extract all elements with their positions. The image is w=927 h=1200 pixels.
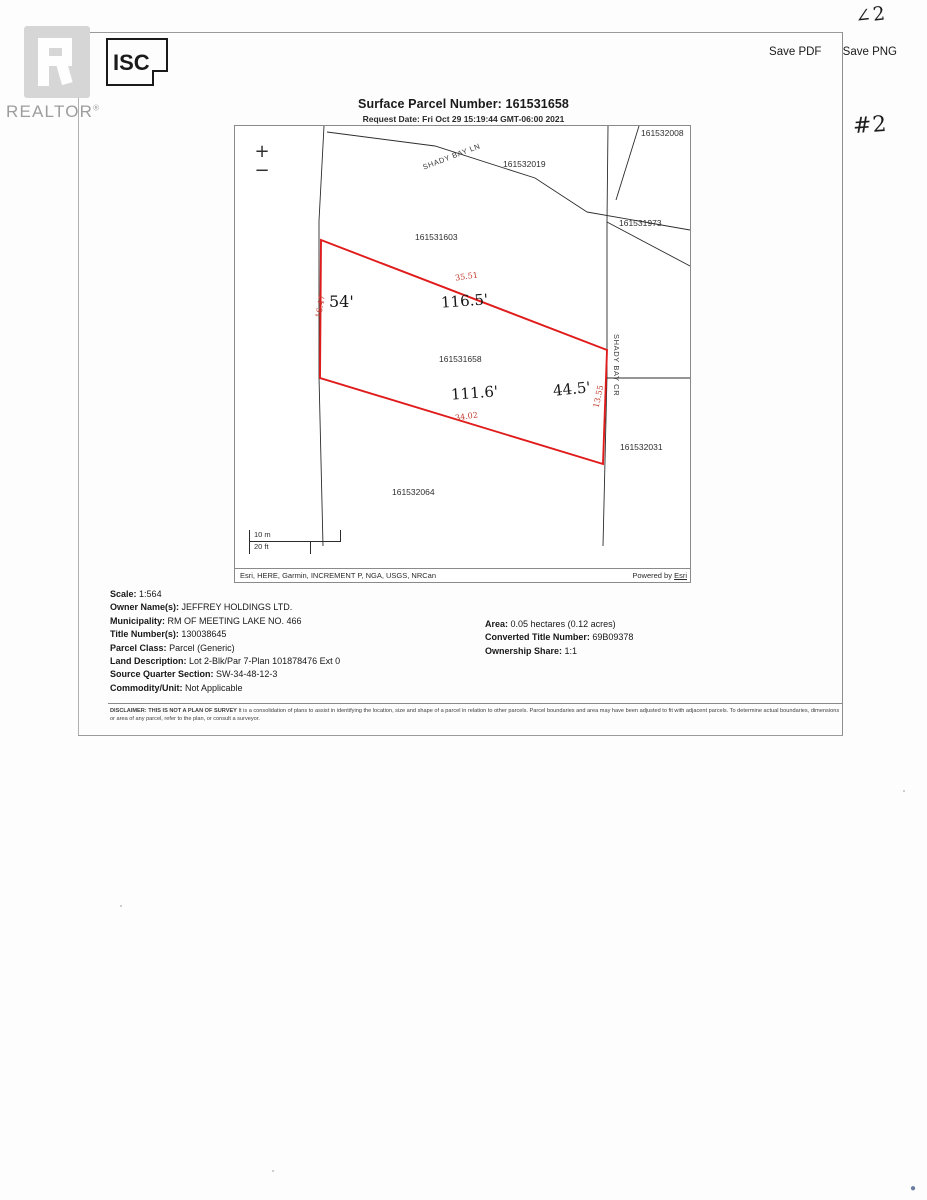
handwritten-dimension-44-5ft: 44.5' [552, 378, 592, 400]
detail-label-parcel-class: Parcel Class: [110, 642, 167, 653]
detail-value-land-description: Lot 2-Blk/Par 7-Plan 101878476 Ext 0 [189, 656, 341, 667]
request-date: Request Date: Fri Oct 29 15:19:44 GMT-06:00 2021 [362, 114, 565, 124]
parcel-label-161532008: 161532008 [641, 128, 684, 138]
handwritten-dimension-116-5ft: 116.5' [440, 290, 489, 312]
detail-value-converted-title: 69B09378 [592, 632, 634, 643]
detail-value-commodity: Not Applicable [185, 682, 243, 693]
detail-label-ownership-share: Ownership Share: [485, 645, 563, 656]
detail-row-scale [110, 588, 840, 601]
detail-label-quarter-section: Source Quarter Section: [110, 669, 214, 680]
map-zoom-controls[interactable] [253, 142, 271, 180]
detail-value-ownership-share: 1:1 [564, 645, 578, 656]
parcel-details-left [110, 588, 840, 695]
detail-value-owner: JEFFREY HOLDINGS LTD. [181, 602, 293, 613]
detail-value-scale: 1:564 [139, 589, 162, 599]
detail-row-owner [110, 601, 840, 614]
detail-row-parcel-class [110, 642, 840, 655]
handwritten-dimension-111-6ft: 111.6' [450, 382, 499, 404]
map-scale-bar [249, 530, 341, 554]
handwritten-dimension-54ft: 54' [329, 292, 354, 311]
scale-bar-imperial-label: 20 ft [254, 542, 269, 551]
map-data-sources: Esri, HERE, Garmin, INCREMENT P, NGA, USGS, NRCan [240, 571, 437, 580]
detail-label-converted-title: Converted Title Number: [485, 632, 590, 643]
page-edge-top [68, 32, 843, 33]
scale-bar-imperial [249, 542, 311, 554]
detail-row-ownership-share [485, 645, 633, 658]
detail-row-land-description [110, 655, 840, 668]
parcel-label-161531658: 161531658 [439, 354, 482, 364]
detail-row-commodity [110, 682, 840, 695]
scale-bar-metric [249, 530, 341, 542]
road-label-shady-bay-cr: SHADY BAY CR [612, 334, 621, 397]
survey-dimension-16-47: 16.47 [314, 294, 327, 319]
detail-label-land-description: Land Description: [110, 656, 187, 667]
scale-bar-metric-label: 10 m [254, 530, 271, 539]
realtor-r-mark-icon [24, 26, 90, 98]
trademark-symbol: ® [93, 103, 101, 113]
map-attribution [235, 568, 691, 582]
detail-row-quarter-section [110, 668, 840, 681]
handwritten-mark-number: #2 [852, 111, 889, 140]
page-edge-bottom [78, 735, 843, 736]
page-edge-left [78, 44, 79, 735]
disclaimer-divider [108, 703, 843, 704]
save-links-group [751, 46, 897, 58]
parcel-label-161531973: 161531973 [619, 218, 662, 228]
detail-value-municipality: RM OF MEETING LAKE NO. 466 [167, 615, 302, 626]
detail-row-area [485, 618, 633, 631]
detail-value-area: 0.05 hectares (0.12 acres) [510, 619, 616, 629]
scan-speck [120, 905, 122, 907]
realtor-wordmark-text: REALTOR [6, 102, 94, 121]
parcel-details-right [485, 618, 633, 658]
detail-label-area: Area: [485, 619, 509, 629]
detail-label-owner: Owner Name(s): [110, 602, 180, 613]
esri-link[interactable]: Esri [674, 571, 687, 580]
zoom-out-button[interactable]: − [254, 160, 270, 181]
save-pdf-link[interactable]: Save PDF [769, 46, 822, 58]
powered-by-label: Powered by [632, 571, 672, 580]
handwritten-mark-top-right: ∠2 [853, 2, 889, 28]
disclaimer-prefix: DISCLAIMER: THIS IS NOT A PLAN OF SURVEY [110, 708, 237, 714]
survey-dimension-35-51: 35.51 [454, 270, 479, 283]
survey-dimension-13-55: 13.55 [591, 384, 606, 409]
detail-value-title-number: 130038645 [181, 629, 227, 640]
detail-value-quarter-section: SW-34-48-12-3 [216, 669, 278, 680]
detail-row-converted-title [485, 631, 633, 644]
parcel-label-161531603: 161531603 [415, 232, 458, 242]
zoom-in-button[interactable]: + [254, 141, 270, 162]
road-label-shady-bay-ln: SHADY BAY LN [421, 141, 482, 172]
detail-label-commodity: Commodity/Unit: [110, 682, 183, 693]
detail-value-parcel-class: Parcel (Generic) [169, 642, 235, 653]
scan-speck [903, 790, 905, 792]
survey-dimension-34-02: 34.02 [454, 410, 479, 423]
detail-row-municipality [110, 615, 840, 628]
map-powered-by [632, 571, 687, 580]
realtor-logo [6, 24, 110, 128]
isc-logo [106, 38, 168, 86]
page-edge-right [842, 32, 843, 735]
isc-logo-text: ISC [113, 50, 150, 75]
parcel-map[interactable] [234, 125, 691, 583]
detail-label-title-number: Title Number(s): [110, 629, 179, 640]
detail-row-title-number [110, 628, 840, 641]
parcel-label-161532031: 161532031 [620, 442, 663, 452]
scan-speck [272, 1170, 274, 1172]
page-corner-marker-icon: ● [910, 1183, 917, 1194]
page-title: Surface Parcel Number: 161531658 [358, 97, 569, 111]
detail-label-municipality: Municipality: [110, 615, 166, 626]
disclaimer-body: It is a consolidation of plans to assist in identifying the location, size and shape of a parcel in relation to other parcels. Parcel boundaries and area may have been adjusted to fit with adjacent parcels. To determine actual boundaries, dimensions or area of any parcel, refer to the plan, or consult a surveyor. [110, 708, 840, 723]
detail-label-scale: Scale: [110, 589, 137, 599]
isc-logo-notch [152, 70, 168, 86]
parcel-label-161532019: 161532019 [503, 159, 546, 169]
disclaimer-text [110, 707, 843, 723]
save-png-link[interactable]: Save PNG [842, 46, 897, 58]
parcel-label-161532064: 161532064 [392, 487, 435, 497]
